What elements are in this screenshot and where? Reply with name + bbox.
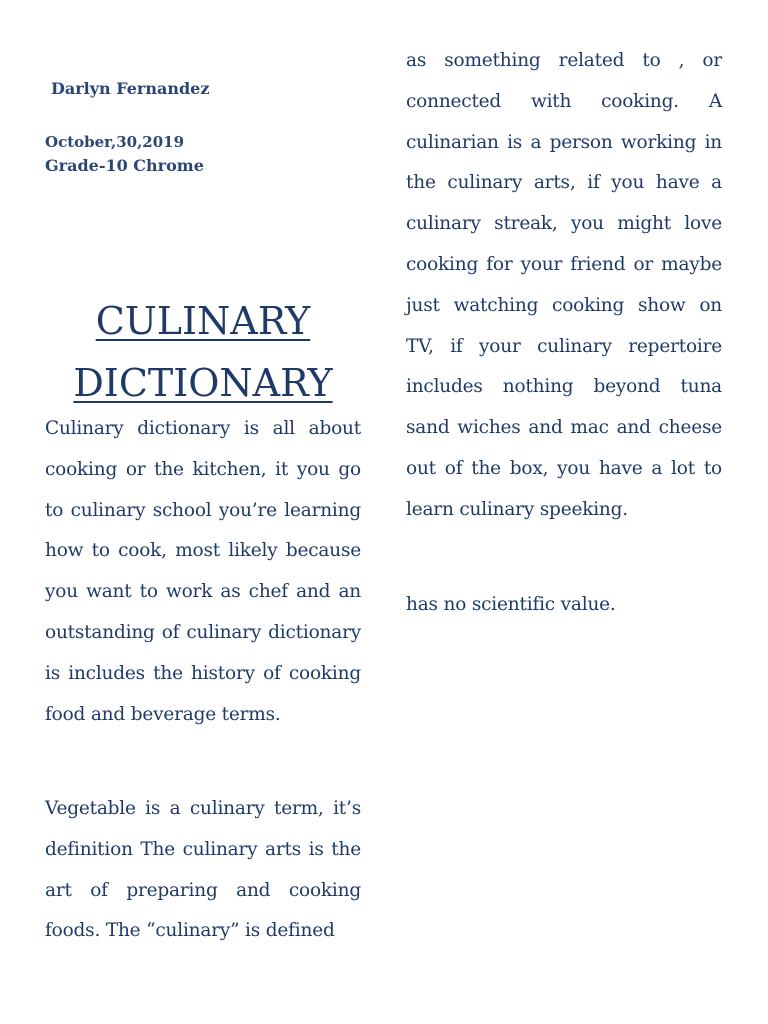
paragraph-closing: has no scientific value. bbox=[406, 594, 616, 615]
document-date: October,30,2019 bbox=[45, 133, 185, 151]
title-line-2: DICTIONARY bbox=[73, 361, 333, 405]
grade-section: Grade-10 Chrome bbox=[45, 156, 204, 175]
paragraph-vegetable: Vegetable is a culinary term, it’s definition The culinary arts is the art of preparing and cooking foods. The “culinary” is defined bbox=[45, 798, 361, 942]
paragraph-culinarian: as something related to , or connected with cooking. A culinarian is a person working in the culinary arts, if you have a culinary streak, you might love cooking for your friend or maybe just watching cooking show on TV, if your culinary repertoire includes nothing beyond tuna sand wiches and mac and cheese out of the box, you have a lot to learn culinary speeking. bbox=[406, 50, 722, 520]
document-title bbox=[45, 290, 361, 414]
paragraph-intro: Culinary dictionary is all about cooking or the kitchen, it you go to culinary school you’re learning how to cook, most likely because you want to work as chef and an outstanding of culinary dictionary is includes the history of cooking food and beverage terms. bbox=[45, 418, 361, 725]
author-name: Darlyn Fernandez bbox=[51, 79, 210, 98]
title-line-1: CULINARY bbox=[95, 299, 311, 343]
